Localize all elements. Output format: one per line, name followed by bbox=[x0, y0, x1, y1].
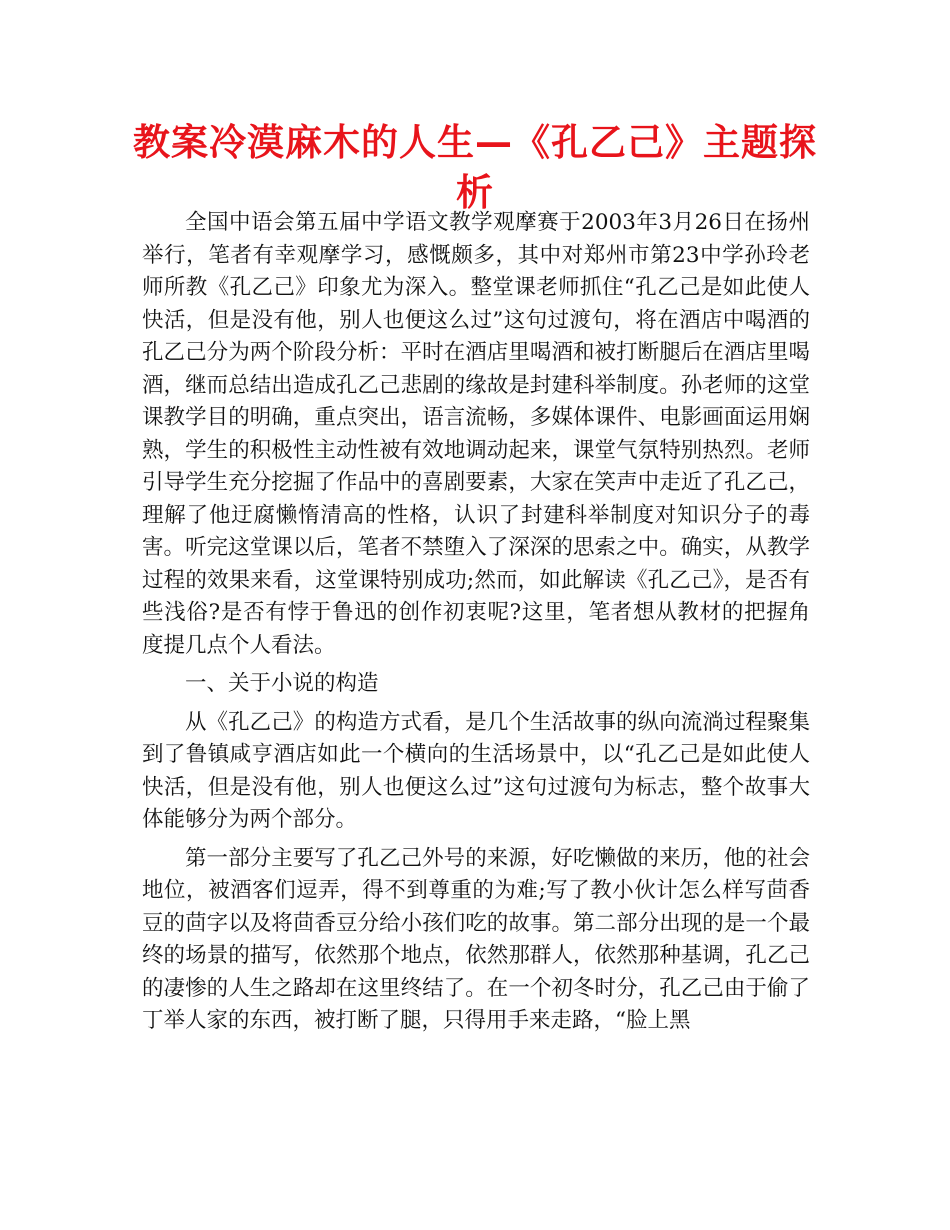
paragraph-intro: 全国中语会第五届中学语文教学观摩赛于2003年3月26日在扬州举行，笔者有幸观摩学习，感慨颇多，其中对郑州市第23中学孙玲老师所教《孔乙己》印象尤为深入。整堂课老师抓住“孔乙己是如此使人快活，但是没有他，别人也便这么过”这句过渡句，将在酒店中喝酒的孔乙己分为两个阶段分析：平时在酒店里喝酒和被打断腿后在酒店里喝酒，继而总结出造成孔乙己悲剧的缘故是封建科举制度。孙老师的这堂课教学目的明确，重点突出，语言流畅，多媒体课件、电影画面运用娴熟，学生的积极性主动性被有效地调动起来，课堂气氛特别热烈。老师引导学生充分挖掘了作品中的喜剧要素，大家在笑声中走近了孔乙己，理解了他迂腐懒惰清高的性格，认识了封建科举制度对知识分子的毒害。听完这堂课以后，笔者不禁堕入了深深的思索之中。确实，从教学过程的效果来看，这堂课特别成功;然而，如此解读《孔乙己》，是否有些浅俗?是否有悖于鲁迅的创作初衷呢?这里，笔者想从教材的把握角度提几点个人看法。 bbox=[142, 210, 810, 658]
document-body bbox=[142, 207, 810, 1038]
section-heading: 一、关于小说的构造 bbox=[185, 671, 379, 696]
paragraph-part-one: 第一部分主要写了孔乙己外号的来源，好吃懒做的来历，他的社会地位，被酒客们逗弄，得不到尊重的为难;写了教小伙计怎么样写茴香豆的茴字以及将茴香豆分给小孩们吃的故事。第二部分出现的是一个最终的场景的描写，依然那个地点，依然那群人，依然那种基调，孔乙己的凄惨的人生之路却在这里终结了。在一个初冬时分，孔乙己由于偷了丁举人家的东西，被打断了腿，只得用手来走路，“脸上黑 bbox=[142, 845, 810, 1033]
document-title: 教案冷漠麻木的人生—《孔乙己》主题探析 bbox=[133, 121, 817, 214]
paragraph-structure: 从《孔乙己》的构造方式看，是几个生活故事的纵向流淌过程聚集到了鲁镇咸亨酒店如此一个横向的生活场景中，以“孔乙己是如此使人快活，但是没有他，别人也便这么过”这句过渡句为标志，整个故事大体能够分为两个部分。 bbox=[142, 709, 810, 832]
